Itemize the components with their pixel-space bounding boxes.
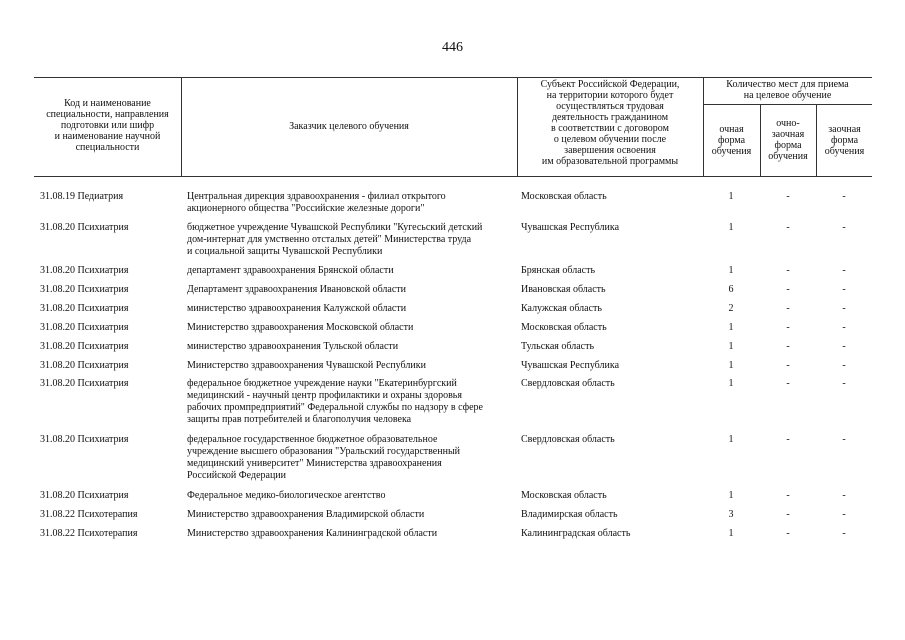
header-distance: заочная форма обучения: [824, 124, 865, 157]
header-subject: Субъект Российской Федерации, на территории которого будет осуществляться трудовая деятельность гражданином в соответствии с договором о целевом обучении после завершения освоения им образовательной программы: [540, 79, 680, 167]
header-top-rule: [34, 77, 872, 78]
header-code: Код и наименование специальности, направления подготовки или шифр и наименование научной специальности: [46, 98, 169, 153]
header-full-time: очная форма обучения: [711, 124, 752, 157]
header-seats: Количество мест для приема на целевое обучение: [726, 79, 849, 101]
page-number: 446: [442, 40, 463, 55]
header-customer: Заказчик целевого обучения: [289, 121, 409, 132]
header-part-time: очно- заочная форма обучения: [768, 118, 808, 162]
header-divider: [517, 77, 518, 176]
document-page: 446 Код и наименование специальности, направления подготовки или шифр и наименование научной специальности Заказчик целевого обучения Субъект Российской Федерации, на территории которого будет осуществляться трудовая деятельность гражданином в соответствии с договором о целевом обучении после завершения освоения им образовательной программы Количество мест для приема на целевое обучение очная форма обучения очно- заочная форма обучения заочная форма обучения 31.08.19 Педиатрия Центральная дирекция здравоохранения - филиал открытого акционерного общества "Российские железные дороги" Московская область 1 - - 31.08.20 Психиатрия бюджетное учреждение Чувашской Республики "Кугесьский детский дом-интернат для умственно отсталых детей" Министерства труда и социальной защиты Чувашской Республики Чувашская Республика 1 - - 31.08.20 Психиатрия департамент здравоохранения Брянской области Брянская область 1 - - 31.08.20 Психиатрия Департамент здравоохранения Ивановской области Ивановская область 6 - - 31.08.20 Психиатрия министерство здравоохранения Калужской области Калужская область 2 - - 31.08.20 Психиатрия Министерство здравоохранения Московской области Московская область 1 - - 31.08.20 Психиатрия министерство здравоохранения Тульской области Тульская область 1 - - 31.08.20 Психиатрия Министерство здравоохранения Чувашской Республики Чувашская Республика 1 - - 31.08.20 Психиатрия федеральное бюджетное учреждение науки "Екатеринбургский медицинский - научный центр профилактики и охраны здоровья рабочих промпредприятий" Федеральной службы по надзору в сфере защиты прав потребителей и благополучия человека Свердловская область 1 - - 31.08.20 Психиатрия федеральное государственное бюджетное образовательное учреждение высшего образования "Уральский государственный медицинский университет" Министерства здравоохранения Российской Федерации Свердловская область 1 - - 31.08.20 Психиатрия Федеральное медико-биологическое агентство Московская область 1 - - 31.08.22 Психотерапия Министерство здравоохранения Владимирской области Владимирская область 3 - - 31.08.22 Психотерапия Министерство здравоохранения Калининградской области Калининградская область 1 - -: [0, 0, 905, 640]
header-sub-rule: [703, 104, 872, 105]
header-divider: [181, 77, 182, 176]
header-bottom-rule: [34, 176, 872, 177]
